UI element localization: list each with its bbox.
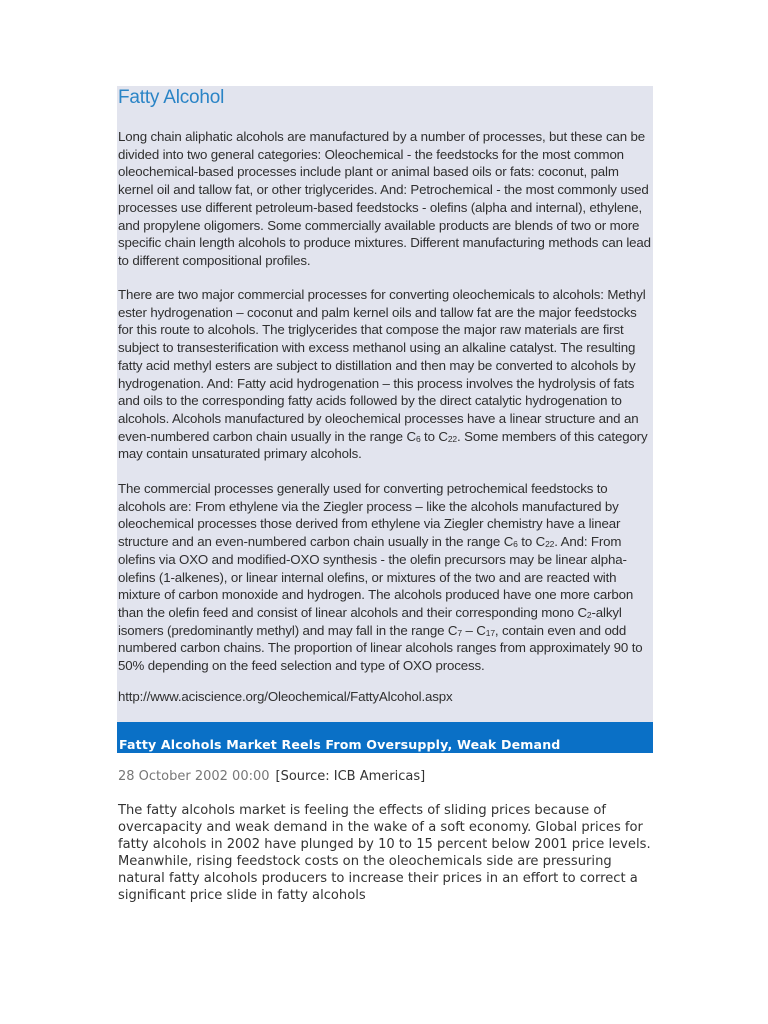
news-source: [Source: ICB Americas] — [275, 769, 426, 784]
news-date: 28 October 2002 00:00 — [118, 769, 270, 784]
news-headline-bar — [117, 722, 653, 753]
news-body: The fatty alcohols market is feeling the effects of sliding prices because of overcapacity and weak demand in the wake of a soft economy. Global prices for fatty alcohols in 2002 have plunged by 10 to 15 percent below 2001 price levels. Meanwhile, rising feedstock costs on the oleochemicals side are pressuring natural fatty alcohols producers to increase their prices in an effort to correct a significant price slide in fatty alcohols — [118, 803, 651, 903]
source-url: http://www.aciscience.org/Oleochemical/FattyAlcohol.aspx — [118, 689, 453, 704]
paragraph-petrochemical: The commercial processes generally used for converting petrochemical feedstocks to alcohols are: From ethylene via the Ziegler process – like the alcohols manufactured by oleochemical processes those derived from ethylene via Ziegler chemistry have a linear structure and an even-numbered carbon chain usually in the range $C_6$ to $C_{22}$. And: From olefins via OXO and modified-OXO synthesis - the olefin precursors may be linear alpha-olefins (1-alkenes), or linear internal olefins, or mixtures of the two and are reacted with mixture of carbon monoxide and hydrogen. The alcohols produced have one more carbon than the olefin feed and consist of linear alcohols and their corresponding mono $C_2$-alkyl isomers (predominantly methyl) and may fall in the range $C_7 - C_{17}$, contain even and odd numbered carbon chains. The proportion of linear alcohols ranges from approximately 90 to 50% depending on the feed selection and type of OXO process. — [118, 481, 643, 674]
news-headline: Fatty Alcohols Market Reels From Oversupply, Weak Demand — [119, 737, 561, 752]
article-title: Fatty Alcohol — [118, 87, 225, 108]
news-meta — [118, 769, 425, 784]
article-panel — [117, 86, 653, 722]
paragraph-overview: Long chain aliphatic alcohols are manufactured by a number of processes, but these can be divided into two general categories: Oleochemical - the feedstocks for the most common oleochemical-based processes include plant or animal based oils or fats: coconut, palm kernel oil and tallow fat, or other triglycerides. And: Petrochemical - the most commonly used processes use different petroleum-based feedstocks - olefins (alpha and internal), ethylene, and propylene oligomers. Some commercially available products are blends of two or more specific chain length alcohols to produce mixtures. Different manufacturing methods can lead to different compositional profiles. — [118, 129, 651, 268]
paragraph-oleochemical: There are two major commercial processes for converting oleochemicals to alcohols: Methyl ester hydrogenation – coconut and palm kernel oils and tallow fat are the major feedstocks for this route to alcohols. The triglycerides that compose the major raw materials are first subject to transesterification with excess methanol using an alkaline catalyst. The resulting fatty acid methyl esters are subject to distillation and then may be converted to alcohols by hydrogenation. And: Fatty acid hydrogenation – this process involves the hydrolysis of fats and oils to the corresponding fatty acids followed by the direct catalytic hydrogenation to alcohols. Alcohols manufactured by oleochemical processes have a linear structure and an even-numbered carbon chain usually in the range $C_6$ to $C_{22}$. Some members of this category may contain unsaturated primary alcohols. — [118, 287, 648, 462]
